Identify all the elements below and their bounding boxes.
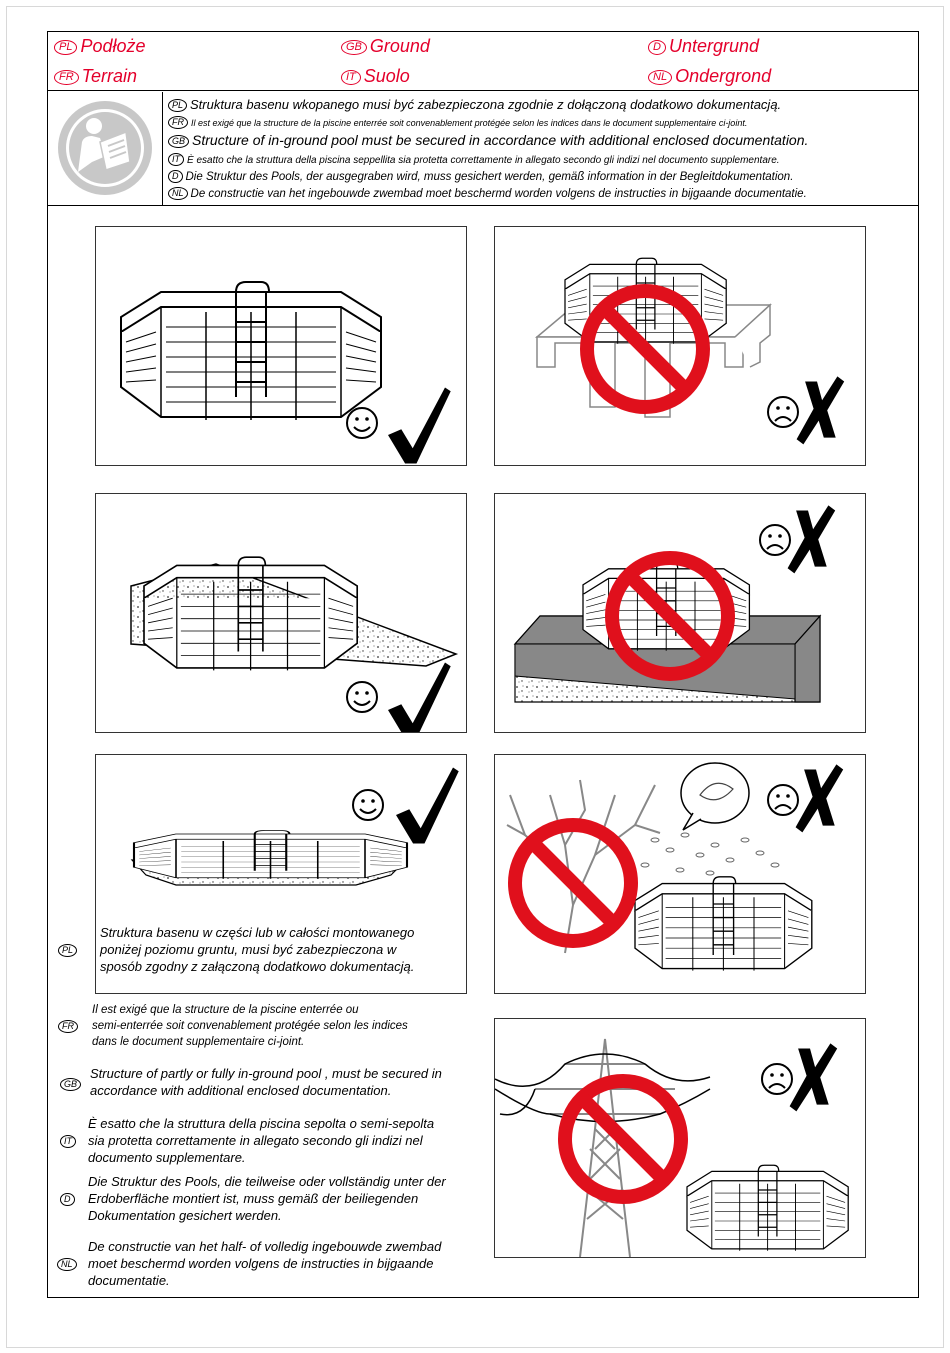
text-line: Il est exigé que la structure de la piscine enterrée ou	[92, 1004, 359, 1016]
instruction-nl	[168, 187, 807, 200]
instruction-block	[48, 92, 918, 206]
note-d	[88, 1173, 446, 1224]
text-line: documentatie.	[88, 1273, 170, 1288]
panel-pool-near-trees	[494, 754, 866, 994]
prohibited-icon	[515, 825, 631, 941]
lang-badge-nl: NL	[168, 187, 188, 200]
header-fr-label: Terrain	[81, 66, 138, 86]
pool-on-slope-illustration	[96, 494, 466, 732]
header-fr	[54, 66, 137, 87]
instruction-pl	[168, 97, 781, 112]
instruction-text: Structure of in-ground pool must be secured in accordance with additional enclosed documentation.	[192, 132, 809, 148]
cross-icon	[790, 1043, 838, 1111]
text-line: Structure of partly or fully in-ground pool , must be secured in	[90, 1066, 442, 1081]
header-d-label: Untergrund	[668, 36, 760, 56]
header-nl	[648, 66, 771, 87]
header-nl-label: Ondergrond	[675, 66, 772, 86]
note-fr	[92, 1002, 408, 1050]
text-line: De constructie van het half- of volledig ingebouwde zwembad	[88, 1239, 442, 1254]
frown-icon	[762, 1064, 792, 1094]
instruction-text: De constructie van het ingebouwde zwembad moet beschermd worden volgens de instructies in bijgaande documentatie.	[190, 188, 807, 200]
text-line: Die Struktur des Pools, die teilweise oder vollständig unter der	[88, 1174, 446, 1189]
instruction-text: Struktura basenu wkopanego musi być zabezpieczona zgodnie z dołączoną dodatkowo dokumentacją.	[190, 97, 782, 112]
text-line: accordance with additional enclosed documentation.	[90, 1083, 392, 1098]
cross-icon	[788, 505, 836, 573]
lang-badge-d: D	[648, 40, 666, 55]
pool-near-trees-illustration	[495, 755, 865, 993]
text-line: dans le document supplementaire ci-joint.	[92, 1036, 305, 1048]
check-icon	[396, 768, 459, 844]
panel-pool-on-ground	[95, 226, 467, 466]
lang-badge-fr: FR	[54, 70, 79, 85]
text-line: poniżej poziomu gruntu, musi być zabezpieczona w	[100, 942, 397, 957]
lang-badge-d: D	[168, 170, 183, 183]
cross-icon	[796, 764, 844, 832]
lang-badge-gb: GB	[168, 135, 189, 148]
panel-pool-on-edge	[494, 493, 866, 733]
header-languages	[48, 32, 918, 91]
header-gb	[341, 36, 430, 57]
frown-icon	[760, 525, 790, 555]
text-line: Dokumentation gesichert werden.	[88, 1208, 282, 1223]
header-pl-label: Podłoże	[80, 36, 146, 56]
text-line: Erdoberfläche montiert ist, muss gemäß der beiliegenden	[88, 1191, 419, 1206]
instruction-d	[168, 170, 793, 183]
read-manual-icon	[48, 92, 162, 205]
text-line: È esatto che la struttura della piscina sepolta o semi-sepolta	[88, 1116, 435, 1131]
check-icon	[388, 388, 451, 464]
note-gb	[90, 1065, 442, 1099]
check-icon	[388, 663, 451, 733]
lang-badge-fr: FR	[58, 1020, 78, 1033]
lang-badge-it: IT	[168, 153, 184, 166]
instruction-it	[168, 153, 780, 166]
lang-badge-it: IT	[60, 1135, 76, 1148]
lang-badge-d: D	[60, 1193, 75, 1206]
note-nl	[88, 1238, 441, 1289]
pool-on-ground-illustration	[96, 227, 466, 465]
lang-badge-pl: PL	[58, 944, 77, 957]
panel-pl-text	[100, 924, 414, 975]
read-manual-cell	[48, 92, 163, 205]
header-d	[648, 36, 759, 57]
panel-pool-on-platform	[494, 226, 866, 466]
header-gb-label: Ground	[369, 36, 430, 56]
prohibited-icon	[565, 1081, 681, 1197]
panel-pool-on-slope	[95, 493, 467, 733]
lang-badge-pl: PL	[168, 99, 187, 112]
text-line: documento supplementare.	[88, 1150, 246, 1165]
text-line: sia protetta correttamente in allegato secondo gli indizi nel	[88, 1133, 423, 1148]
lang-badge-fr: FR	[168, 116, 188, 129]
cross-icon	[797, 376, 845, 444]
smile-icon	[353, 790, 383, 820]
pool-near-powerlines-illustration	[495, 1019, 865, 1257]
panel-pool-near-powerlines	[494, 1018, 866, 1258]
lang-badge-gb: GB	[60, 1078, 81, 1091]
lang-badge-nl: NL	[57, 1258, 77, 1271]
instruction-text: Il est exigé que la structure de la piscine enterrée soit convenablement protégée selon les indices dans le document supplementaire ci-joint.	[191, 118, 748, 128]
header-it-label: Suolo	[363, 66, 410, 86]
instruction-fr	[168, 116, 747, 129]
instruction-gb	[168, 132, 808, 148]
panel-pool-in-ground	[95, 754, 467, 994]
note-it	[88, 1115, 434, 1166]
frown-icon	[768, 397, 798, 427]
smile-icon	[347, 682, 377, 712]
instruction-text: Die Struktur des Pools, der ausgegraben wird, muss gesichert werden, gemäß information in der Begleitdokumentation.	[185, 171, 794, 183]
lang-badge-pl: PL	[54, 40, 77, 55]
header-it	[341, 66, 410, 87]
lang-badge-it: IT	[341, 70, 361, 85]
smile-icon	[347, 408, 377, 438]
pool-on-edge-illustration	[495, 494, 865, 732]
text-line: moet beschermd worden volgens de instructies in bijgaande	[88, 1256, 434, 1271]
pool-on-platform-illustration	[495, 227, 865, 465]
instruction-text: È esatto che la struttura della piscina seppellita sia protetta correttamente in allegato secondo gli indizi nel documento supplementare.	[187, 155, 780, 166]
header-pl	[54, 36, 146, 57]
text-line: semi-enterrée soit convenablement protégée selon les indices	[92, 1020, 408, 1032]
lang-badge-gb: GB	[341, 40, 367, 55]
frown-icon	[768, 785, 798, 815]
lang-badge-nl: NL	[648, 70, 672, 85]
text-line: Struktura basenu w części lub w całości montowanego	[100, 925, 415, 940]
text-line: sposób zgodny z załączoną dodatkowo dokumentacją.	[100, 959, 415, 974]
